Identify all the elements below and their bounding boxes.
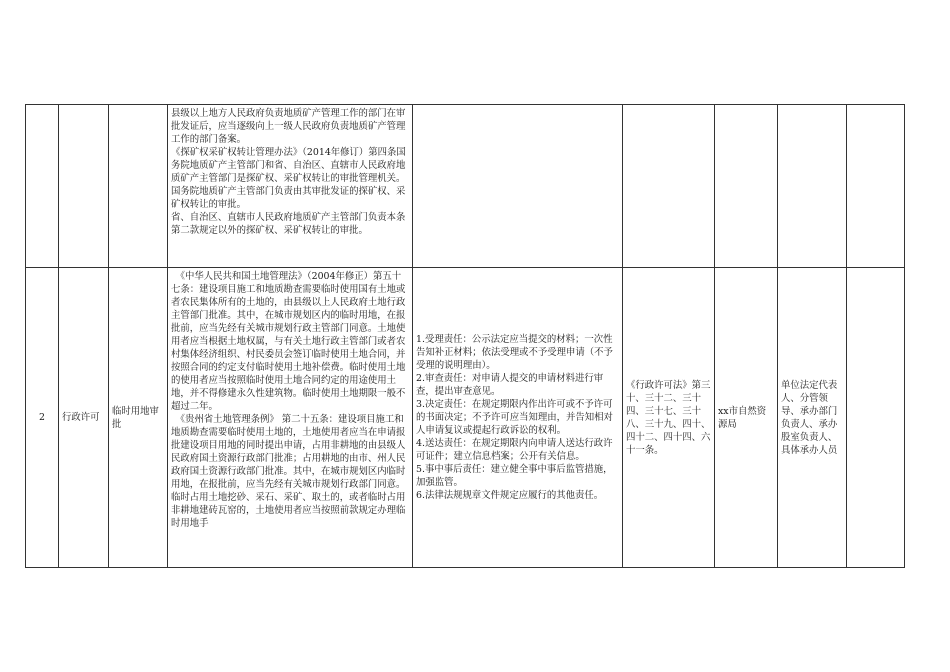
cell-remarks <box>847 268 905 568</box>
cell-item-name <box>109 105 168 268</box>
power-category: 行政许可 <box>62 412 100 423</box>
basis-line: 《中华人民共和国土地管理法》（2004年修正）第五十七条：建设项目施工和地质勘查需要临时使用国有土地或者农民集体所有的土地的，由县级以上人民政府土地行政主管部门批准。其中，在城市规划区内的临时用地，在报批前，应当先经有关城市规划行政主管部门同意。土地使用者应当根据土地权属，与有关土地行政主管部门或者农村集体经济组织、村民委员会签订临时使用土地合同，并按照合同的约定支付临时使用土地补偿费。临时使用土地的使用者应当按照临时使用土地合同约定的用途使用土地，并不得修建永久性建筑物。临时使用土地期限一般不超过二年。 <box>171 271 406 412</box>
basis-line: 国务院地质矿产主管部门负责由其审批发证的探矿权、采矿权转让的审批。 <box>171 186 406 210</box>
cell-accountability-basis <box>623 105 715 268</box>
basis-line: 县级以上地方人民政府负责地质矿产管理工作的部门在审批发证后，应当逐级向上一级人民政府负责地质矿产管理工作的部门备案。 <box>171 108 406 145</box>
cell-responsible-persons <box>778 268 847 568</box>
accountability-basis: 《行政许可法》第三十、三十二、三十四、三十七、三十八、三十九、四十、四十二、四十四、六十一条。 <box>626 379 711 456</box>
item-name: 临时用地审批 <box>112 405 159 430</box>
implementing-body: xx市自然资源局 <box>718 405 767 430</box>
cell-remarks <box>847 105 905 268</box>
table-row <box>26 268 905 568</box>
cell-item-name <box>109 268 168 568</box>
cell-number <box>26 105 59 268</box>
responsibility-line: 2.审查责任：对申请人提交的申请材料进行审查，提出审查意见。 <box>416 373 604 397</box>
cell-responsibility <box>413 105 623 268</box>
responsibility-line: 3.决定责任：在规定期限内作出许可或不予许可的书面决定；不予许可应当知理由，并告知相对人申请复议或提起行政诉讼的权利。 <box>416 399 613 436</box>
cell-category <box>59 268 109 568</box>
responsibility-line: 4.送达责任：在规定期限内向申请人送达行政许可证件；建立信息档案；公开有关信息。 <box>416 438 613 462</box>
cell-category <box>59 105 109 268</box>
basis-line: 省、自治区、直辖市人民政府地质矿产主管部门负责本条第二款规定以外的探矿权、采矿权转让的审批。 <box>171 212 406 236</box>
basis-line: 《贵州省土地管理条例》 第二十五条：建设项目施工和地质勘查需要临时使用土地的，土地使用者应当在申请报批建设项目用地的同时提出申请，占用非耕地的由县级人民政府国土资源行政部门批准；占用耕地的由市、州人民政府国土资源行政部门批准。其中，在城市规划区内临时用地，在报批前，应当先经有关城市规划行政部门同意。 临时占用土地挖砂、采石、采矿、取土的，或者临时占用非耕地建砖瓦窑的，土地使用者应当按照前款规定办理临时用地手 <box>171 414 406 529</box>
cell-implementing-body <box>715 105 778 268</box>
cell-legal-basis <box>168 268 413 568</box>
table-row <box>26 105 905 268</box>
responsibility-line: 5.事中事后责任：建立健全事中事后监管措施，加强监管。 <box>416 464 613 488</box>
legal-basis-text <box>168 105 412 239</box>
cell-responsible-persons <box>778 105 847 268</box>
responsible-persons: 单位法定代表人、分管领导、承办部门负责人、承办股室负责人、具体承办人员 <box>781 379 838 456</box>
cell-legal-basis <box>168 105 413 268</box>
responsibility-text <box>413 331 622 504</box>
responsibility-line: 6.法律法规规章文件规定应履行的其他责任。 <box>416 490 604 501</box>
row-number: 2 <box>39 412 45 423</box>
basis-line: 《探矿权采矿权转让管理办法》（2014年修订）第四条国务院地质矿产主管部门和省、自治区、直辖市人民政府地质矿产主管部门是探矿权、采矿权转让的审批管理机关。 <box>171 147 406 184</box>
cell-implementing-body <box>715 268 778 568</box>
cell-accountability-basis <box>623 268 715 568</box>
legal-basis-text <box>168 268 412 532</box>
cell-number <box>26 268 59 568</box>
responsibility-line: 1.受理责任：公示法定应当提交的材料；一次性告知补正材料；依法受理或不予受理申请（不予受理的说明理由）。 <box>416 334 613 371</box>
cell-responsibility <box>413 268 623 568</box>
power-list-table <box>25 104 905 568</box>
